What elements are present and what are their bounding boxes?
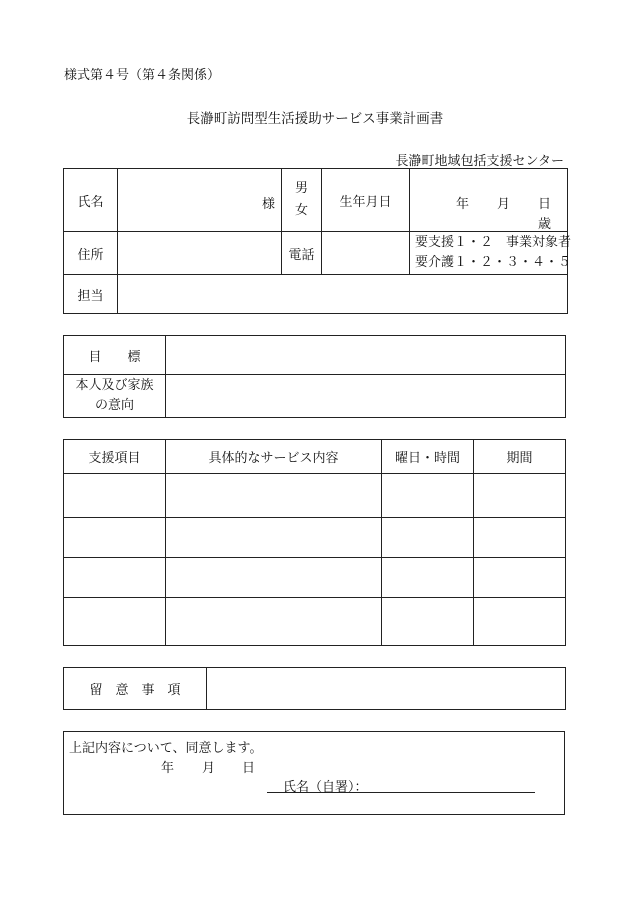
phone-label: 電話 [282,232,322,275]
service-content-cell[interactable] [166,518,382,558]
service-content-cell[interactable] [166,558,382,598]
period-cell[interactable] [474,598,566,646]
age-label: 歳 [538,217,552,232]
header-service-content: 具体的なサービス内容 [166,440,382,474]
signature-label: 氏名（自署）： [283,780,368,795]
day-time-cell[interactable] [382,558,474,598]
service-content-cell[interactable] [166,598,382,646]
day-time-cell[interactable] [382,474,474,518]
goals-table [63,335,566,418]
address-field[interactable] [118,232,282,275]
table-row [64,518,566,558]
issuer-name: 長瀞町地域包括支援センター [395,154,564,169]
birth-field[interactable] [410,169,568,232]
notes-field[interactable] [207,668,566,710]
consent-year-label: 年 [161,761,175,776]
form-number: 様式第４号（第４条関係） [64,68,221,83]
staff-label: 担当 [64,275,118,314]
support-item-cell[interactable] [64,518,166,558]
goal-field[interactable] [166,336,566,375]
gender-cell[interactable] [282,169,322,232]
goal-label: 目 標 [64,336,166,375]
intention-label-line2: の意向 [94,398,134,413]
name-label: 氏名 [64,169,118,232]
table-row [64,474,566,518]
support-level-option[interactable]: 要支援１・２ 事業対象者 [415,235,572,250]
care-level-option[interactable]: 要介護１・２・３・４・５ [415,255,572,270]
notes-label: 留 意 事 項 [64,668,207,710]
care-level-cell[interactable] [410,232,572,275]
notes-table [63,667,566,710]
header-period: 期間 [474,440,566,474]
header-day-time: 曜日・時間 [382,440,474,474]
male-option[interactable]: 男 [294,181,308,196]
personal-info-table [63,168,572,314]
consent-text: 上記内容について、同意します。 [69,741,263,756]
consent-month-label: 月 [202,761,216,776]
service-content-cell[interactable] [166,474,382,518]
header-support-item: 支援項目 [64,440,166,474]
consent-day-label: 日 [242,761,256,776]
staff-field[interactable] [118,275,568,314]
day-label: 日 [538,197,552,212]
intention-label-line1: 本人及び家族 [75,378,154,393]
year-label: 年 [456,197,470,212]
sama-label: 様 [261,197,275,212]
period-cell[interactable] [474,474,566,518]
support-item-cell[interactable] [64,558,166,598]
support-item-cell[interactable] [64,474,166,518]
day-time-cell[interactable] [382,518,474,558]
consent-box [63,731,565,815]
day-time-cell[interactable] [382,598,474,646]
address-label: 住所 [64,232,118,275]
phone-field[interactable] [322,232,410,275]
birth-label: 生年月日 [322,169,410,232]
intention-label [64,375,166,418]
month-label: 月 [497,197,511,212]
period-cell[interactable] [474,558,566,598]
name-field[interactable] [118,169,282,232]
table-row [64,558,566,598]
female-option[interactable]: 女 [294,203,308,218]
signature-field[interactable] [267,778,535,793]
document-title: 長瀞町訪問型生活援助サービス事業計画書 [186,111,444,127]
intention-field[interactable] [166,375,566,418]
services-table [63,439,566,646]
table-row [64,598,566,646]
support-item-cell[interactable] [64,598,166,646]
period-cell[interactable] [474,518,566,558]
